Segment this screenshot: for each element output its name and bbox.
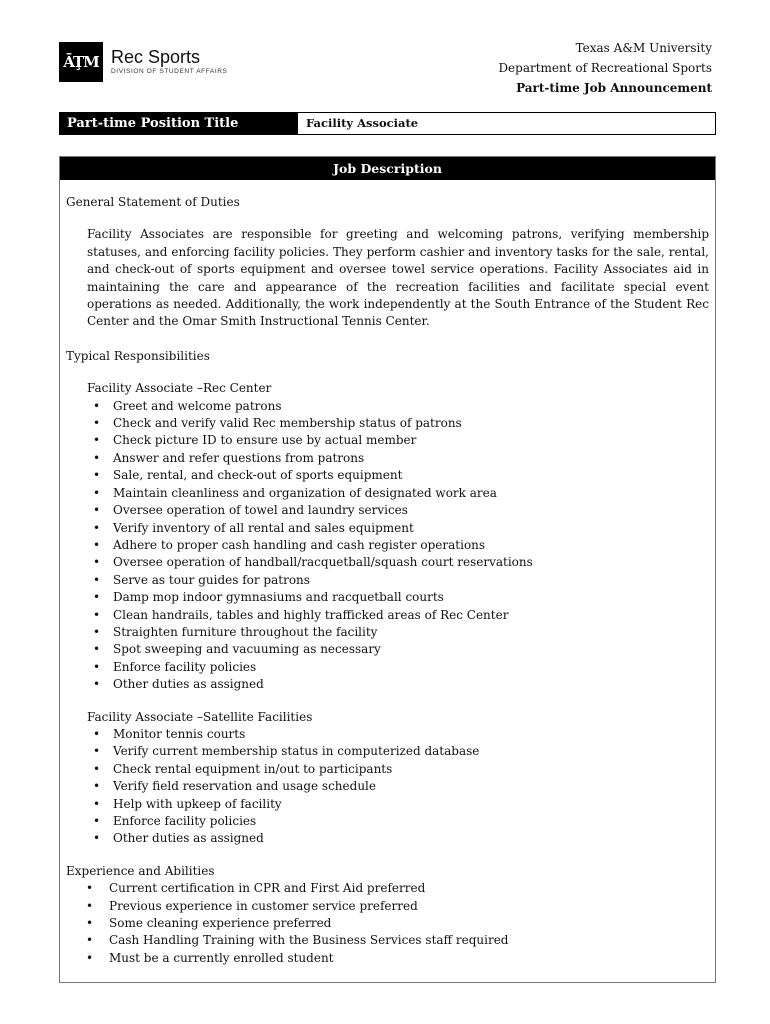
list-item: • Monitor tennis courts <box>66 726 709 743</box>
logo-title: Rec Sports <box>111 47 201 67</box>
department-name: Department of Recreational Sports <box>498 61 712 75</box>
job-description-box <box>59 156 716 983</box>
general-duties-title: General Statement of Duties <box>66 195 240 209</box>
experience-list <box>66 880 709 967</box>
list-item: • Cash Handling Training with the Business Services staff required <box>66 932 709 949</box>
list-item: • Enforce facility policies <box>66 813 709 830</box>
list-item: • Must be a currently enrolled student <box>66 950 709 967</box>
university-name: Texas A&M University <box>575 41 712 55</box>
list-item: • Spot sweeping and vacuuming as necessary <box>66 641 709 658</box>
position-title-value: Facility Associate <box>306 116 419 130</box>
logo-text <box>111 47 227 77</box>
list-item: • Help with upkeep of facility <box>66 796 709 813</box>
position-title-row <box>59 112 716 135</box>
satellite-title: Facility Associate –Satellite Facilities <box>87 709 313 724</box>
position-title-label: Part-time Position Title <box>60 113 298 134</box>
list-item: • Other duties as assigned <box>66 830 709 847</box>
list-item: • Straighten furniture throughout the facility <box>66 624 709 641</box>
list-item: • Check rental equipment in/out to participants <box>66 761 709 778</box>
list-item: • Other duties as assigned <box>66 676 709 693</box>
list-item: • Some cleaning experience preferred <box>66 915 709 932</box>
list-item: • Adhere to proper cash handling and cash register operations <box>66 537 709 554</box>
list-item: • Greet and welcome patrons <box>66 398 709 415</box>
list-item: • Verify inventory of all rental and sales equipment <box>66 520 709 537</box>
job-description-heading: Job Description <box>60 157 715 180</box>
logo-subtitle: DIVISION OF STUDENT AFFAIRS <box>111 68 228 75</box>
list-item: • Clean handrails, tables and highly trafficked areas of Rec Center <box>66 607 709 624</box>
general-duties-text: Facility Associates are responsible for greeting and welcoming patrons, verifying membership statuses, and enforcing facility policies. They perform cashier and inventory tasks for the sale, rental, and check-out of sports equipment and oversee towel service operations. Facility Associates aid in maintaining the care and appearance of the recreation facilities and facilitate special event operations as needed. Additionally, the work independently at the South Entrance of the Student Rec Center and the Omar Smith Instructional Tennis Center. <box>87 227 709 329</box>
list-item: • Check and verify valid Rec membership status of patrons <box>66 415 709 432</box>
list-item: • Previous experience in customer service preferred <box>66 898 709 915</box>
rec-center-list <box>66 398 709 694</box>
list-item: • Check picture ID to ensure use by actual member <box>66 432 709 449</box>
typical-responsibilities-title: Typical Responsibilities <box>66 348 210 363</box>
list-item: • Verify current membership status in computerized database <box>66 743 709 760</box>
list-item: • Oversee operation of towel and laundry services <box>66 502 709 519</box>
list-item: • Serve as tour guides for patrons <box>66 572 709 589</box>
job-description-body <box>60 180 715 967</box>
list-item: • Maintain cleanliness and organization of designated work area <box>66 485 709 502</box>
experience-title: Experience and Abilities <box>66 863 215 878</box>
rec-sports-logo <box>59 42 227 82</box>
list-item: • Enforce facility policies <box>66 659 709 676</box>
list-item: • Oversee operation of handball/racquetball/squash court reservations <box>66 554 709 571</box>
list-item: • Damp mop indoor gymnasiums and racquetball courts <box>66 589 709 606</box>
list-item: • Current certification in CPR and First Aid preferred <box>66 880 709 897</box>
tamu-logo-mark: ĀŢM <box>59 42 103 82</box>
rec-center-title: Facility Associate –Rec Center <box>87 381 272 396</box>
list-item: • Answer and refer questions from patrons <box>66 450 709 467</box>
satellite-list <box>66 726 709 848</box>
list-item: • Sale, rental, and check-out of sports equipment <box>66 467 709 484</box>
announcement-title: Part-time Job Announcement <box>516 81 712 95</box>
organization-block <box>498 38 712 98</box>
list-item: • Verify field reservation and usage schedule <box>66 778 709 795</box>
